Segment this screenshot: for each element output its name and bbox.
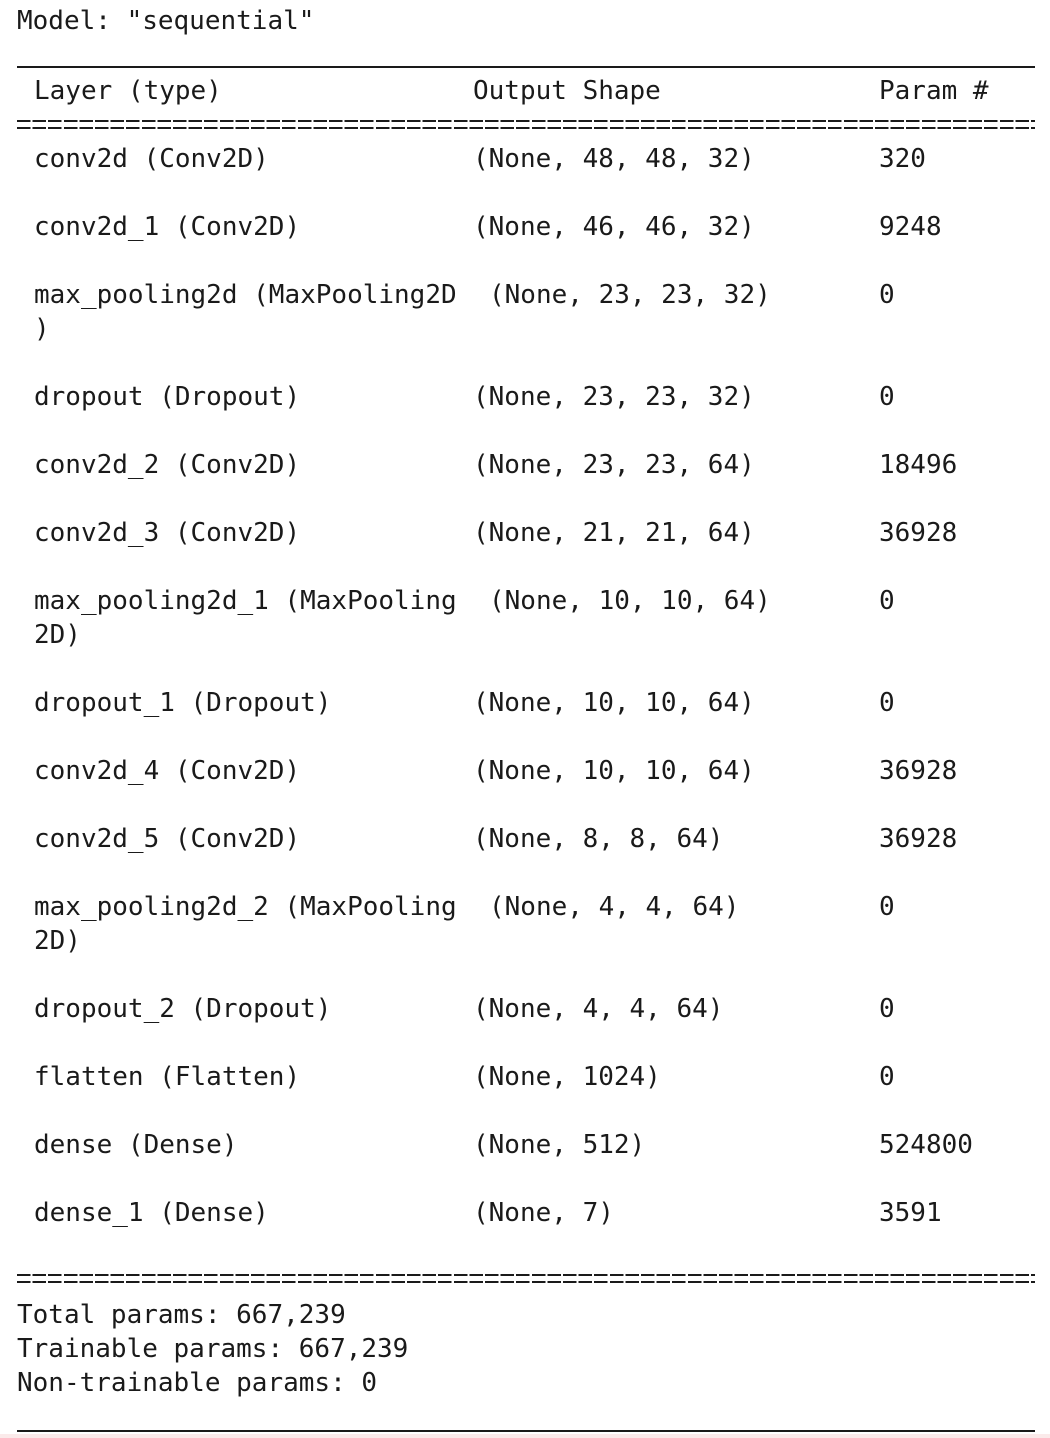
- table-row-params: 524800: [879, 1130, 973, 1160]
- table-row-layer: dropout_1 (Dropout): [34, 688, 332, 718]
- header-layer: Layer (type): [34, 76, 222, 106]
- table-row-layer: dense (Dense): [34, 1130, 238, 1160]
- table-row-params: 9248: [879, 212, 942, 242]
- table-row-output-shape: (None, 10, 10, 64): [489, 586, 771, 616]
- table-row-output-shape: (None, 4, 4, 64): [473, 994, 724, 1024]
- table-row-output-shape: (None, 10, 10, 64): [473, 756, 755, 786]
- table-row-output-shape: (None, 8, 8, 64): [473, 824, 724, 854]
- table-row-output-shape: (None, 7): [473, 1198, 614, 1228]
- table-row-layer-continuation: 2D): [34, 926, 81, 956]
- table-row-output-shape: (None, 23, 23, 32): [489, 280, 771, 310]
- table-row-layer: conv2d_4 (Conv2D): [34, 756, 301, 786]
- table-row-layer: dropout (Dropout): [34, 382, 301, 412]
- model-title: Model: "sequential": [17, 6, 315, 36]
- non-trainable-params: Non-trainable params: 0: [17, 1368, 378, 1398]
- table-row-layer-continuation: ): [34, 314, 50, 344]
- footer-separator: [17, 1272, 1035, 1286]
- table-row-params: 0: [879, 382, 895, 412]
- table-row-layer: conv2d_2 (Conv2D): [34, 450, 301, 480]
- table-row-output-shape: (None, 10, 10, 64): [473, 688, 755, 718]
- table-row-output-shape: (None, 4, 4, 64): [489, 892, 740, 922]
- table-row-output-shape: (None, 512): [473, 1130, 646, 1160]
- table-row-output-shape: (None, 21, 21, 64): [473, 518, 755, 548]
- table-row-layer: max_pooling2d (MaxPooling2D: [34, 280, 457, 310]
- table-row-params: 0: [879, 892, 895, 922]
- table-row-params: 36928: [879, 824, 958, 854]
- total-params: Total params: 667,239: [17, 1300, 346, 1330]
- table-row-layer: flatten (Flatten): [34, 1062, 301, 1092]
- table-row-layer: conv2d_3 (Conv2D): [34, 518, 301, 548]
- trainable-params: Trainable params: 667,239: [17, 1334, 409, 1364]
- table-row-layer: conv2d (Conv2D): [34, 144, 269, 174]
- table-row-layer: dropout_2 (Dropout): [34, 994, 332, 1024]
- table-row-params: 320: [879, 144, 926, 174]
- table-row-layer: conv2d_1 (Conv2D): [34, 212, 301, 242]
- table-row-params: 0: [879, 994, 895, 1024]
- table-row-params: 0: [879, 280, 895, 310]
- table-row-params: 36928: [879, 518, 958, 548]
- table-row-params: 0: [879, 1062, 895, 1092]
- table-row-params: 0: [879, 688, 895, 718]
- table-row-output-shape: (None, 23, 23, 64): [473, 450, 755, 480]
- footer-bottom-rule: [17, 1430, 1035, 1432]
- header-separator: [17, 118, 1035, 132]
- table-row-output-shape: (None, 46, 46, 32): [473, 212, 755, 242]
- table-row-output-shape: (None, 48, 48, 32): [473, 144, 755, 174]
- table-row-params: 36928: [879, 756, 958, 786]
- table-row-layer: max_pooling2d_1 (MaxPooling: [34, 586, 457, 616]
- header-top-rule: [17, 66, 1035, 68]
- header-params: Param #: [879, 76, 989, 106]
- table-row-params: 3591: [879, 1198, 942, 1228]
- header-output-shape: Output Shape: [473, 76, 661, 106]
- output-cell-border: [0, 1434, 1050, 1438]
- table-row-output-shape: (None, 1024): [473, 1062, 661, 1092]
- table-row-layer-continuation: 2D): [34, 620, 81, 650]
- table-row-layer: conv2d_5 (Conv2D): [34, 824, 301, 854]
- table-row-params: 0: [879, 586, 895, 616]
- table-row-output-shape: (None, 23, 23, 32): [473, 382, 755, 412]
- table-row-layer: max_pooling2d_2 (MaxPooling: [34, 892, 457, 922]
- table-row-layer: dense_1 (Dense): [34, 1198, 269, 1228]
- table-row-params: 18496: [879, 450, 958, 480]
